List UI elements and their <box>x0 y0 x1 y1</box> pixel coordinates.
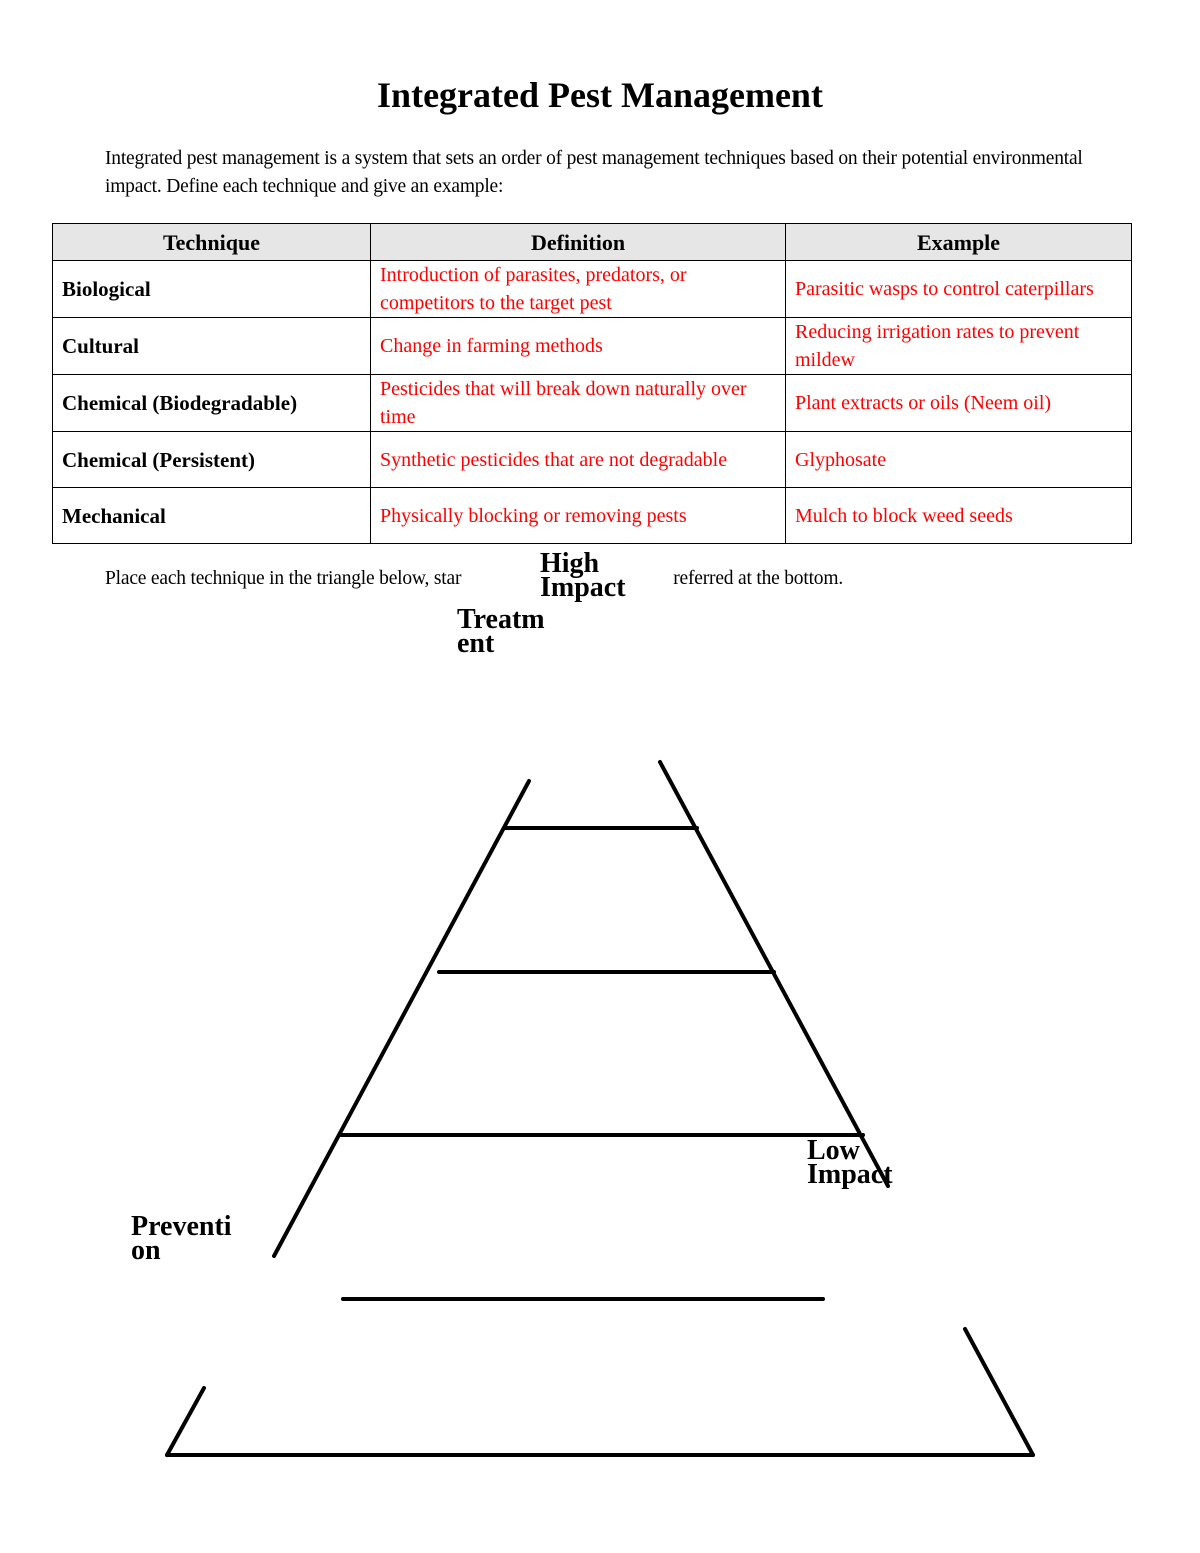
example-cell[interactable]: Plant extracts or oils (Neem oil) <box>786 375 1132 432</box>
definition-cell[interactable]: Synthetic pesticides that are not degradable <box>371 432 786 488</box>
prevention-label: Preventi on <box>131 1211 232 1266</box>
example-cell[interactable]: Reducing irrigation rates to prevent mildew <box>786 318 1132 375</box>
instruction-visible: Place each technique in the triangle below, star <box>105 568 462 589</box>
example-cell[interactable]: Mulch to block weed seeds <box>786 488 1132 544</box>
pyramid-left-side <box>274 781 529 1256</box>
technique-cell: Mechanical <box>53 488 371 544</box>
definition-cell[interactable]: Pesticides that will break down naturally over time <box>371 375 786 432</box>
header-example: Example <box>786 224 1132 261</box>
intro-paragraph: Integrated pest management is a system that sets an order of pest management techniques based on their potential environmental impact. Define each technique and give an example: <box>105 148 1083 197</box>
technique-cell: Chemical (Persistent) <box>53 432 371 488</box>
definition-cell[interactable]: Introduction of parasites, predators, or competitors to the target pest <box>371 261 786 318</box>
instruction-visible-tail: referred at the bottom. <box>673 568 843 589</box>
example-cell[interactable]: Glyphosate <box>786 432 1132 488</box>
header-technique: Technique <box>53 224 371 261</box>
low-impact-label: Low Impact <box>807 1135 893 1190</box>
example-cell[interactable]: Parasitic wasps to control caterpillars <box>786 261 1132 318</box>
technique-cell: Chemical (Biodegradable) <box>53 375 371 432</box>
pyramid-base-right <box>965 1329 1033 1455</box>
definition-cell[interactable]: Physically blocking or removing pests <box>371 488 786 544</box>
page-title: Integrated Pest Management <box>377 75 823 115</box>
header-definition: Definition <box>371 224 786 261</box>
technique-cell: Biological <box>53 261 371 318</box>
definition-cell[interactable]: Change in farming methods <box>371 318 786 375</box>
technique-cell: Cultural <box>53 318 371 375</box>
treatment-label: Treatm ent <box>457 604 545 659</box>
pyramid-base-left <box>167 1388 204 1455</box>
high-impact-label: High Impact <box>540 548 626 603</box>
